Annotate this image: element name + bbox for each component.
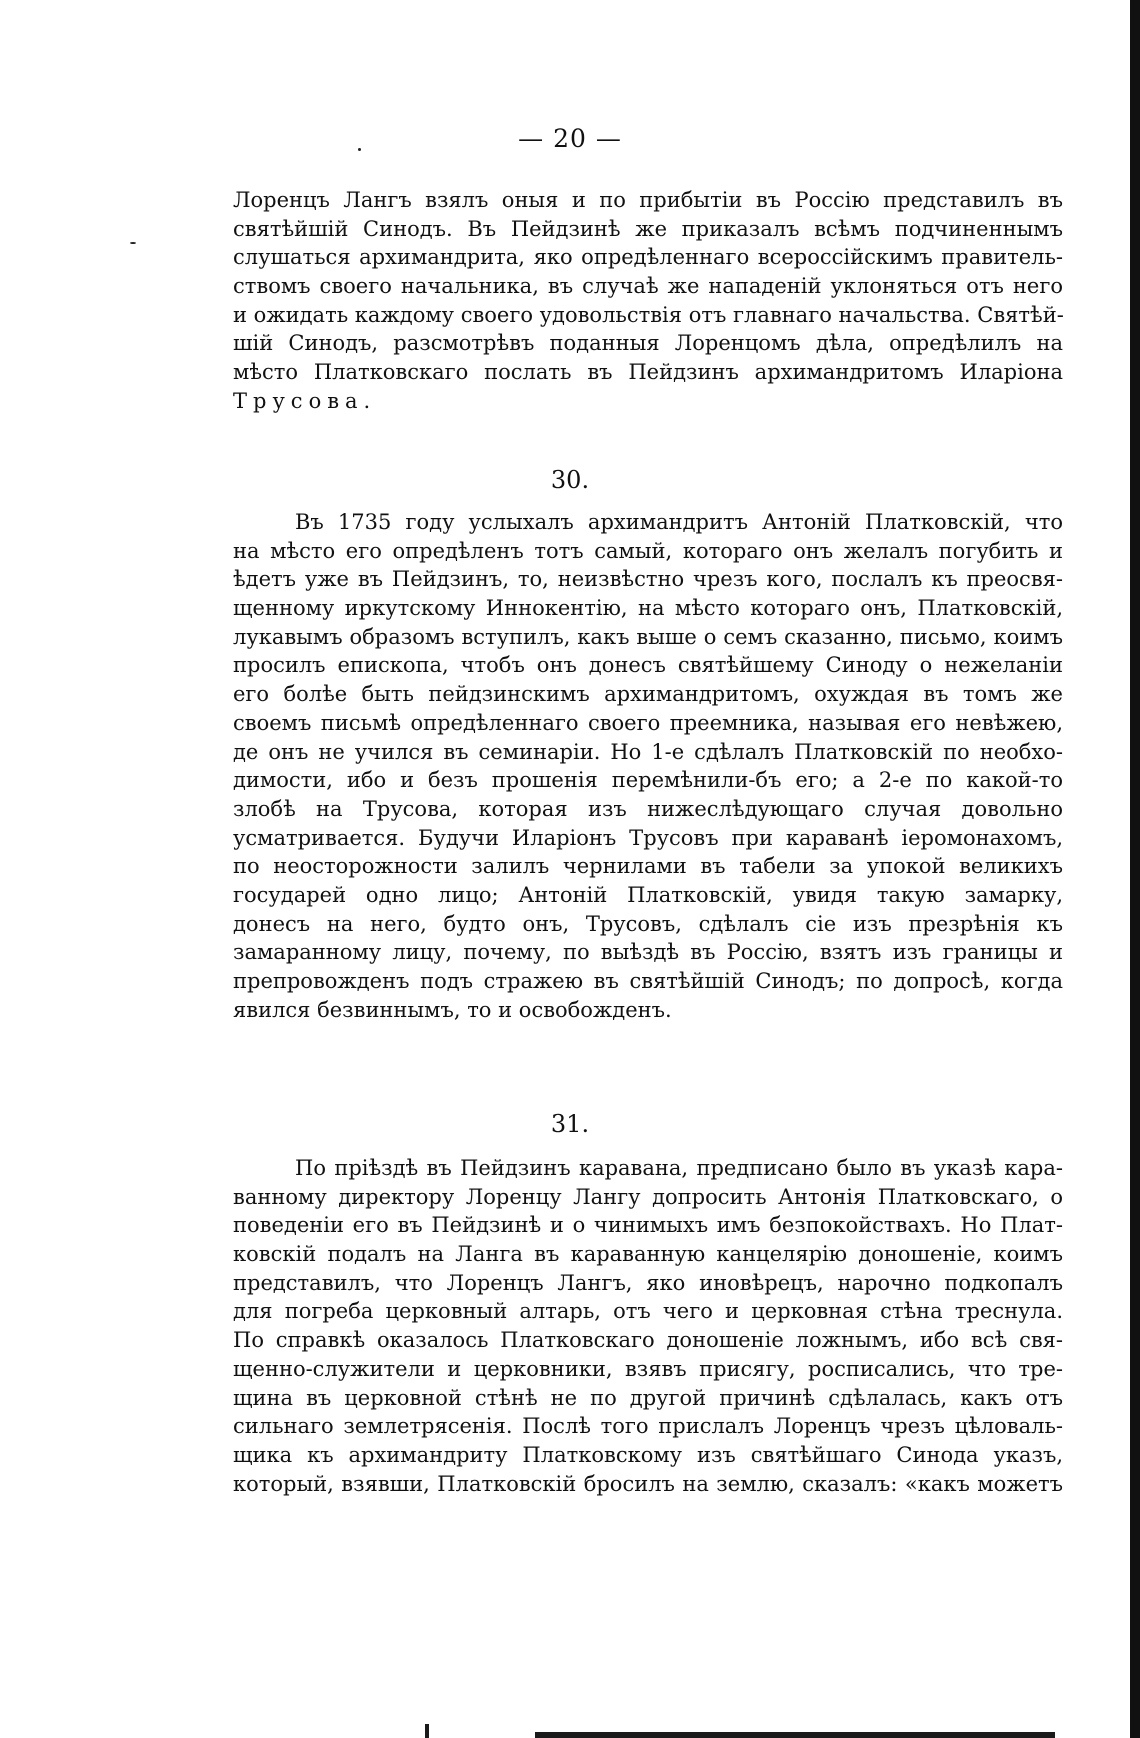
text-line: лукавымъ образомъ вступилъ, какъ выше о семъ сказанно, письмо, коимъ xyxy=(233,624,1063,649)
text-line: де онъ не учился въ семинаріи. Но 1-е сдѣлалъ Платковскій по необхо- xyxy=(233,739,1063,764)
text-line: и ожидать каждому своего удовольствія отъ главнаго начальства. Святѣй- xyxy=(233,302,1064,327)
text-line: ванному директору Лоренцу Лангу допросить Антонія Платковскаго, о xyxy=(233,1184,1063,1209)
text-line: по неосторожности залилъ чернилами въ табели за упокой великихъ xyxy=(233,854,1063,879)
page-edge-shadow xyxy=(1130,0,1140,1738)
text-line: щина въ церковной стѣнѣ не по другой причинѣ сдѣлалась, какъ отъ xyxy=(233,1385,1063,1410)
text-line: ковскій подалъ на Ланга въ караванную канцелярію доношеніе, коимъ xyxy=(233,1242,1063,1267)
text-line: который, взявши, Платковскій бросилъ на землю, сказалъ: «какъ можетъ xyxy=(233,1471,1063,1496)
text-line: Трусова. xyxy=(233,388,377,413)
text-line: донесъ на него, будто онъ, Трусовъ, сдѣлалъ сіе изъ презрѣнія къ xyxy=(233,911,1063,936)
text-line: поведеніи его въ Пейдзинѣ и о чинимыхъ имъ безпокойствахъ. Но Плат- xyxy=(233,1213,1063,1238)
text-line: щенному иркутскому Иннокентію, на мѣсто котораго онъ, Платковскій, xyxy=(233,596,1063,621)
text-line: Лоренцъ Лангъ взялъ оныя и по прибытіи въ Россію представилъ въ xyxy=(233,188,1063,212)
text-line: его болѣе быть пейдзинскимъ архимандритомъ, охуждая въ томъ же xyxy=(233,682,1063,707)
section-number-30: 30. xyxy=(550,466,590,494)
text-line: сильнаго землетрясенія. Послѣ того прислалъ Лоренцъ чрезъ цѣловаль- xyxy=(233,1414,1063,1439)
text-line: ствомъ своего начальника, въ случаѣ же нападеній уклоняться отъ него xyxy=(233,274,1063,299)
text-line: государей одно лицо; Антоній Платковскій, увидя такую замарку, xyxy=(233,882,1063,907)
text-line: для погреба церковный алтарь, отъ чего и церковная стѣна треснула. xyxy=(233,1299,1063,1324)
text-line: ѣдетъ уже въ Пейдзинъ, то, неизвѣстно чрезъ кого, послалъ къ преосвя- xyxy=(233,567,1063,592)
text-line: димости, ибо и безъ прошенія перемѣнили-бъ его; а 2-е по какой-то xyxy=(233,768,1063,793)
scan-speck xyxy=(130,242,136,244)
text-line: слушаться архимандрита, яко опредѣленнаго всероссійскимъ правитель- xyxy=(233,245,1063,270)
text-line: щика къ архимандриту Платковскому изъ святѣйшаго Синода указъ, xyxy=(233,1442,1063,1467)
text-line: злобѣ на Трусова, которая изъ нижеслѣдующаго случая довольно xyxy=(233,796,1063,821)
text-line: замаранному лицу, почему, по выѣздѣ въ Россію, взятъ изъ границы и xyxy=(233,940,1063,965)
scan-bottom-mark xyxy=(425,1724,429,1738)
text-line: мѣсто Платковскаго послать въ Пейдзинъ архимандритомъ Иларіона xyxy=(233,360,1063,385)
section-31-paragraph xyxy=(233,1154,1063,1498)
section-number-31: 31. xyxy=(550,1110,590,1138)
text-line: Въ 1735 году услыхалъ архимандритъ Антоній Платковскій, что xyxy=(295,510,1063,534)
page-number: — 20 — xyxy=(518,124,622,153)
text-line: По справкѣ оказалось Платковскаго доношеніе ложнымъ, ибо всѣ свя- xyxy=(233,1328,1063,1353)
scan-bottom-mark xyxy=(535,1732,1055,1738)
text-line: просилъ епископа, чтобъ онъ донесъ святѣйшему Синоду о нежеланіи xyxy=(233,653,1063,678)
text-line: усматривается. Будучи Иларіонъ Трусовъ при караванѣ іеромонахомъ, xyxy=(233,825,1063,850)
text-line: шій Синодъ, разсмотрѣвъ поданныя Лоренцомъ дѣла, опредѣлилъ на xyxy=(233,331,1063,356)
text-line: своемъ письмѣ опредѣленнаго своего преемника, называя его невѣжею, xyxy=(233,710,1063,735)
text-line: препровожденъ подъ стражею въ святѣйшій Синодъ; по допросѣ, когда xyxy=(233,969,1063,993)
text-line: По пріѣздѣ въ Пейдзинъ каравана, предписано было въ указѣ кара- xyxy=(295,1156,1063,1180)
paragraph-continued xyxy=(233,186,1063,416)
section-30-paragraph xyxy=(233,508,1063,1024)
text-line: святѣйшій Синодъ. Въ Пейдзинѣ же приказалъ всѣмъ подчиненнымъ xyxy=(233,216,1063,241)
text-line: явился безвиннымъ, то и освобожденъ. xyxy=(233,997,672,1022)
text-line: щенно-служители и церковники, взявъ присягу, росписались, что тре- xyxy=(233,1356,1063,1381)
text-line: на мѣсто его опредѣленъ тотъ самый, котораго онъ желалъ погубить и xyxy=(233,538,1063,563)
text-line: представилъ, что Лоренцъ Лангъ, яко иновѣрецъ, нарочно подкопалъ xyxy=(233,1270,1063,1295)
